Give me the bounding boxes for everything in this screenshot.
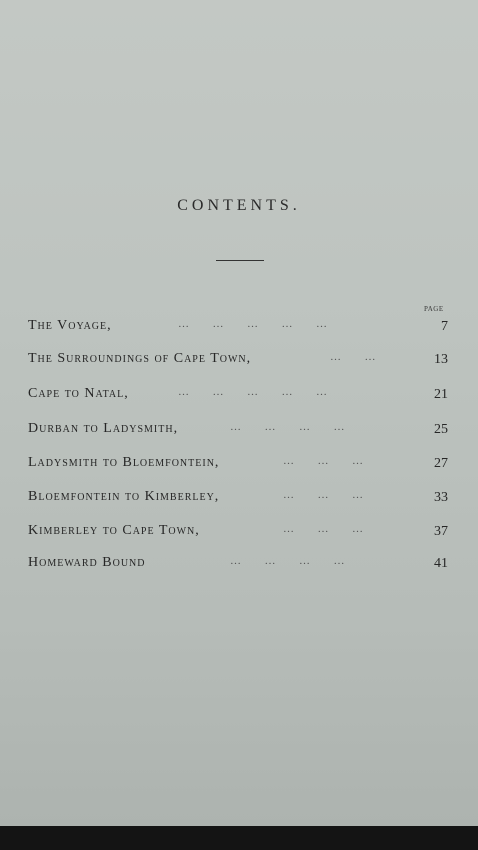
leader-dots: … … … …	[230, 421, 346, 433]
toc-entry	[0, 386, 478, 408]
toc-entry	[0, 351, 478, 373]
leader-dots: … … … … …	[178, 386, 328, 398]
leader-dots: … … …	[283, 455, 364, 467]
leader-dots: … … …	[283, 489, 364, 501]
toc-entry-title: Kimberley to Cape Town,	[28, 523, 200, 538]
toc-entry-page: 27	[434, 456, 448, 471]
leader-dots: … …	[330, 351, 377, 363]
toc-entry	[0, 455, 478, 477]
toc-entry	[0, 523, 478, 545]
toc-entry	[0, 489, 478, 511]
toc-entry-title: The Surroundings of Cape Town,	[28, 351, 252, 366]
toc-entry-page: 25	[434, 422, 448, 437]
leader-dots: … … … … …	[178, 318, 328, 330]
toc-entry-title: Bloemfontein to Kimberley,	[28, 489, 220, 504]
leader-dots: … … … …	[230, 555, 346, 567]
toc-entry-page: 37	[434, 524, 448, 539]
page-column-label: PAGE	[424, 305, 444, 313]
toc-entry-title: Cape to Natal,	[28, 386, 129, 401]
toc-entry	[0, 421, 478, 443]
toc-entry-title: The Voyage,	[28, 318, 112, 333]
contents-heading: CONTENTS.	[177, 197, 301, 214]
page-bottom-edge	[0, 826, 478, 850]
toc-entry-title: Durban to Ladysmith,	[28, 421, 179, 436]
toc-entry-page: 21	[434, 387, 448, 402]
toc-entry-title: Homeward Bound	[28, 555, 146, 570]
toc-entry-page: 7	[441, 319, 448, 334]
toc-entry-title: Ladysmith to Bloemfontein,	[28, 455, 220, 470]
heading-rule	[216, 260, 264, 261]
toc-entry	[0, 318, 478, 340]
toc-entry-page: 33	[434, 490, 448, 505]
leader-dots: … … …	[283, 523, 364, 535]
toc-entry-page: 13	[434, 352, 448, 367]
toc-entry-page: 41	[434, 556, 448, 571]
toc-entry	[0, 555, 478, 577]
